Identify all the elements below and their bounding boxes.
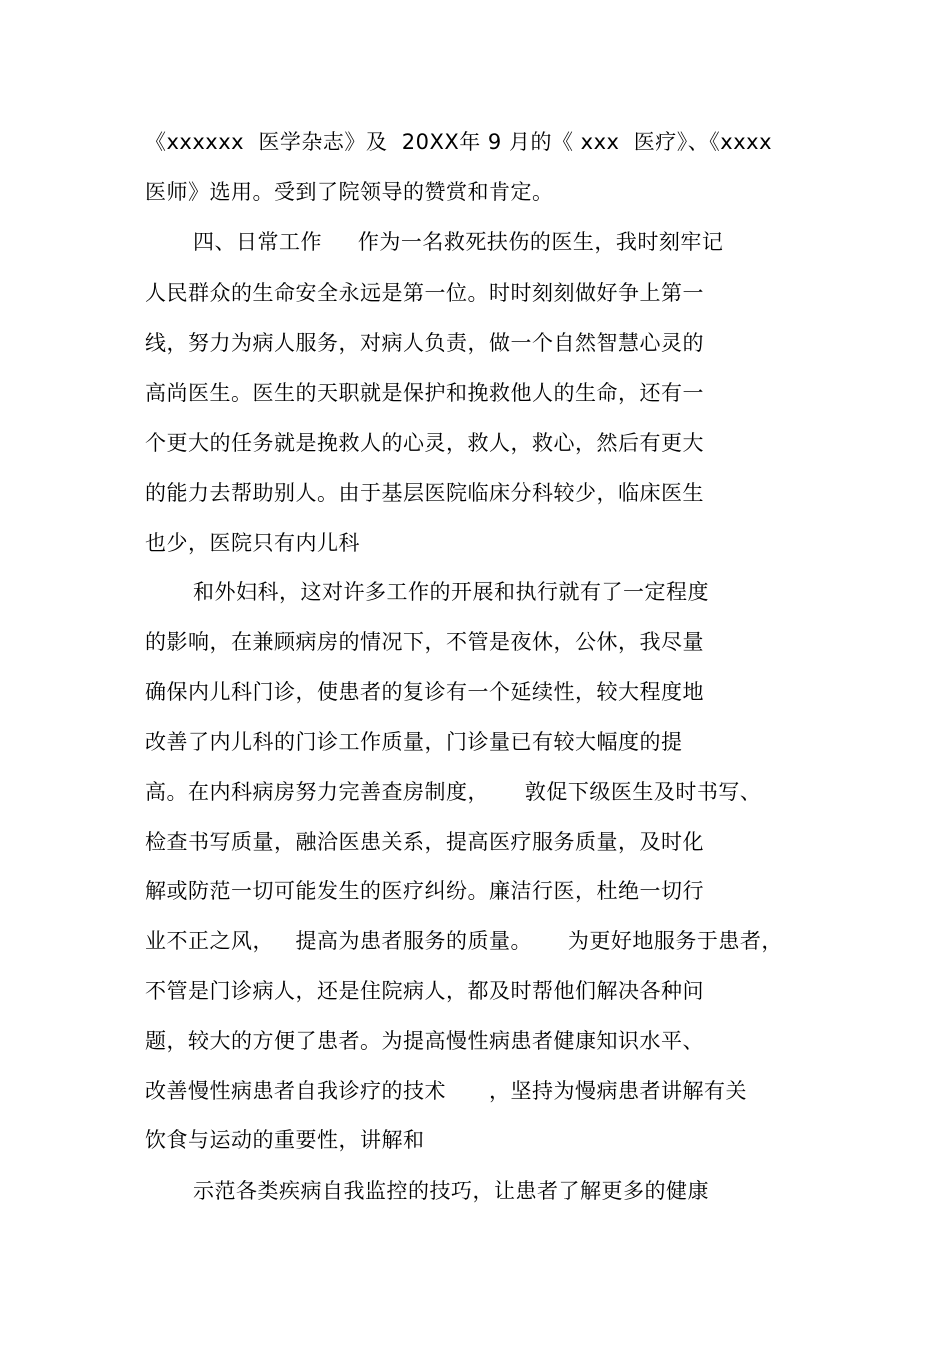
text-line-8: 的能力去帮助别人。由于基层医院临床分科较少，临床医生 [145, 481, 704, 505]
text-line-14: 高。在内科病房努力完善查房制度， 敦促下级医生及时书写、 [145, 780, 762, 804]
text-line-9: 也少，医院只有内儿科 [145, 531, 360, 555]
text-line-13: 改善了内儿科的门诊工作质量，门诊量已有较大幅度的提 [145, 730, 683, 754]
text-line-7: 个更大的任务就是挽救人的心灵，救人，救心，然后有更大 [145, 431, 704, 455]
text-line-21: 饮食与运动的重要性，讲解和 [145, 1128, 425, 1152]
text-line-18: 不管是门诊病人，还是住院病人，都及时帮他们解决各种问 [145, 979, 704, 1003]
text-line-1: 《xxxxxx 医学杂志》及 20XX年 9 月的《 xxx 医疗》、《xxxx [145, 130, 772, 154]
text-line-19: 题，较大的方便了患者。为提高慢性病患者健康知识水平、 [145, 1029, 704, 1053]
text-line-2: 医师》选用。受到了院领导的赞赏和肯定。 [145, 180, 554, 204]
text-line-20: 改善慢性病患者自我诊疗的技术 ，坚持为慢病患者讲解有关 [145, 1079, 748, 1103]
text-line-15: 检查书写质量，融洽医患关系，提高医疗服务质量，及时化 [145, 830, 704, 854]
text-line-12: 确保内儿科门诊，使患者的复诊有一个延续性，较大程度地 [145, 680, 704, 704]
text-line-16: 解或防范一切可能发生的医疗纠纷。廉洁行医，杜绝一切行 [145, 879, 704, 903]
text-line-11: 的影响，在兼顾病房的情况下，不管是夜休，公休，我尽量 [145, 630, 704, 654]
text-line-4: 人民群众的生命安全永远是第一位。时时刻刻做好争上第一 [145, 281, 704, 305]
text-line-3: 四、日常工作 作为一名救死扶伤的医生，我时刻牢记 [193, 230, 724, 254]
text-line-10: 和外妇科，这对许多工作的开展和执行就有了一定程度 [193, 580, 709, 604]
text-line-22: 示范各类疾病自我监控的技巧，让患者了解更多的健康 [193, 1179, 709, 1203]
text-line-6: 高尚医生。医生的天职就是保护和挽救他人的生命，还有一 [145, 381, 704, 405]
text-line-5: 线，努力为病人服务，对病人负责，做一个自然智慧心灵的 [145, 331, 704, 355]
text-line-17: 业不正之风， 提高为患者服务的质量。 为更好地服务于患者， [145, 929, 783, 953]
